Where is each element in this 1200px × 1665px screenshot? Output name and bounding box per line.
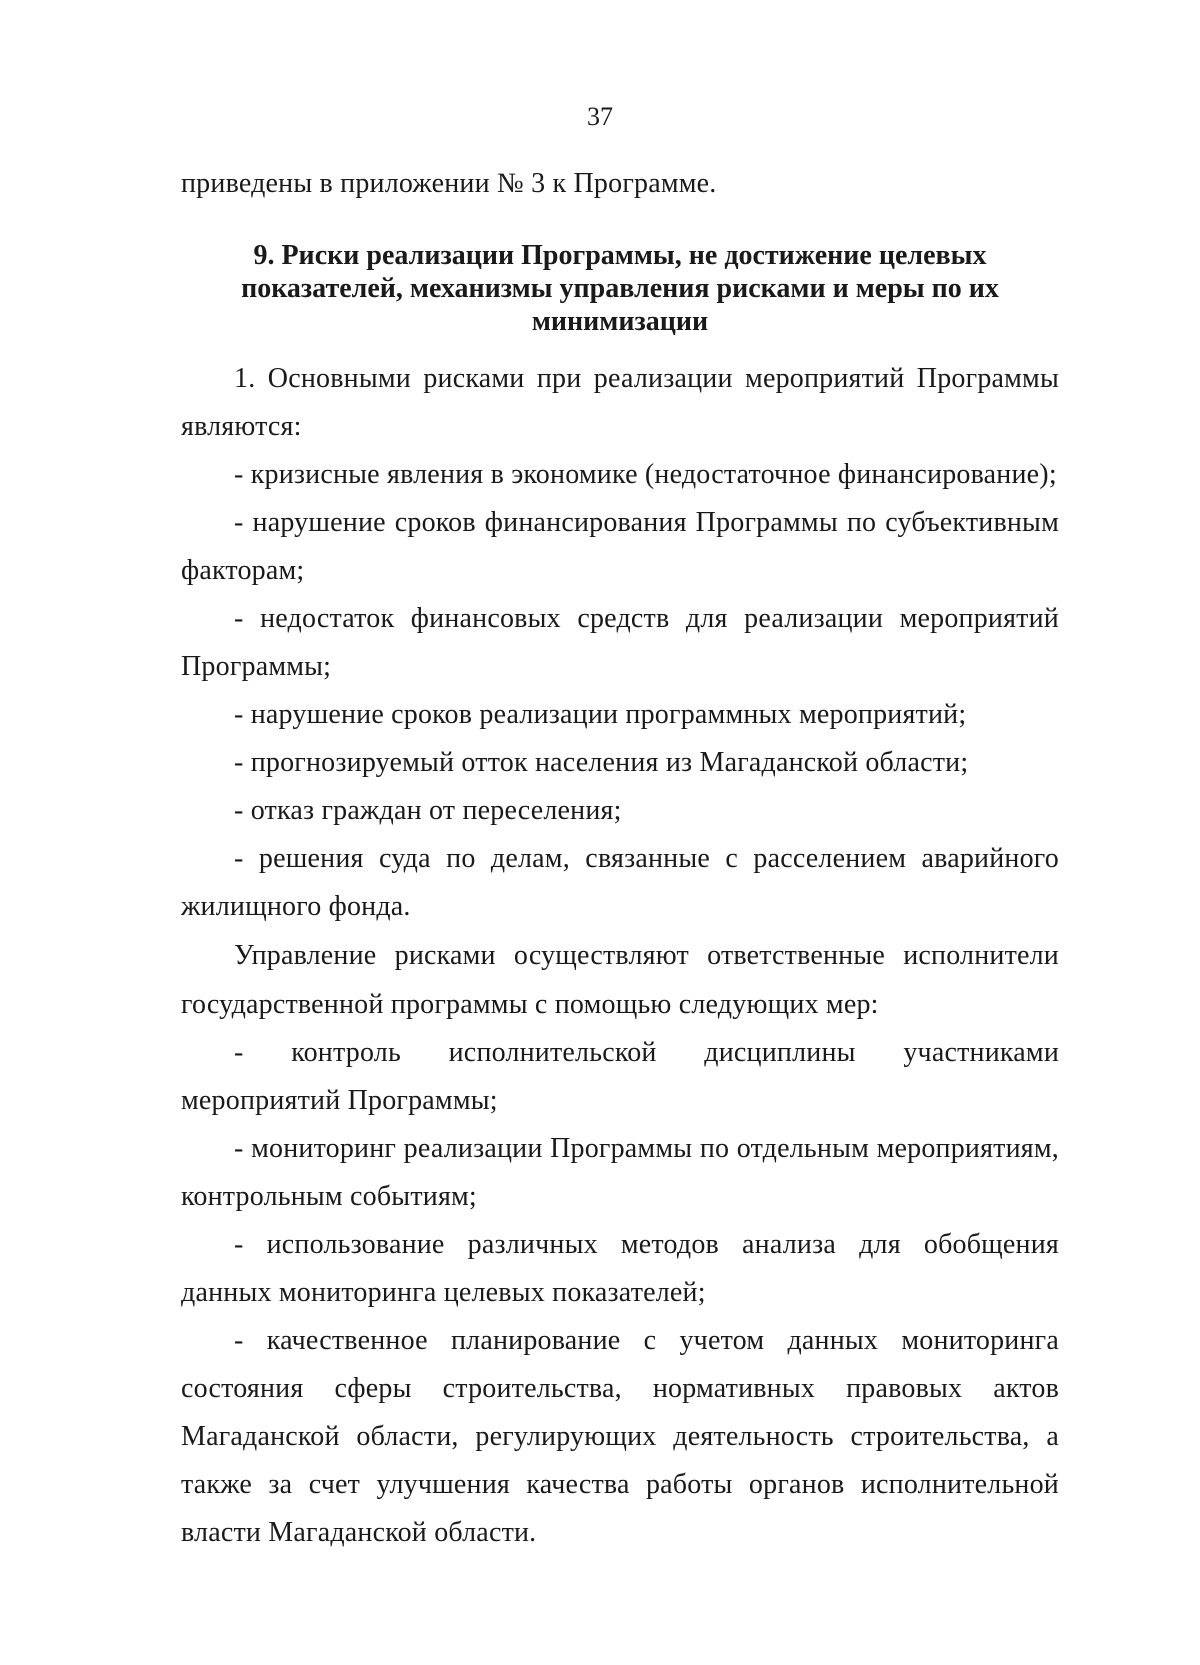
list-item-financing-delays: - нарушение сроков финансирования Программы по субъективным факторам; xyxy=(181,507,1059,586)
list-item-court-decisions: - решения суда по делам, связанные с расселением аварийного жилищного фонда. xyxy=(181,843,1059,922)
list-item-quality-planning: - качественное планирование с учетом данных мониторинга состояния сферы строительства, нормативных правовых актов Магаданской области, регулирующих деятельность строительства, а также за счет улучшения качества работы органов исполнительной власти Магаданской области. xyxy=(181,1325,1059,1548)
list-item-population-outflow: - прогнозируемый отток населения из Магаданской области; xyxy=(234,747,969,778)
body-text xyxy=(181,355,1059,1557)
paragraph-risk-management: Управление рисками осуществляют ответственные исполнители государственной программы с помощью следующих мер: xyxy=(181,940,1059,1020)
heading-line-2: показателей, механизмы управления рисками и меры по их xyxy=(241,273,999,304)
list-item-monitoring: - мониторинг реализации Программы по отдельным мероприятиям, контрольным событиям; xyxy=(181,1133,1059,1212)
list-item-resettlement-refusal: - отказ граждан от переселения; xyxy=(234,795,622,826)
heading-line-1: 9. Риски реализации Программы, не достижение целевых xyxy=(253,240,987,271)
section-heading xyxy=(181,239,1059,338)
lead-line: приведены в приложении № 3 к Программе. xyxy=(181,168,717,199)
list-item-implementation-delays: - нарушение сроков реализации программных мероприятий; xyxy=(234,699,967,730)
list-item-analysis-methods: - использование различных методов анализа для обобщения данных мониторинга целевых показателей; xyxy=(181,1229,1059,1308)
list-item-insufficient-funds: - недостаток финансовых средств для реализации мероприятий Программы; xyxy=(181,603,1059,682)
paragraph-main-risks: 1. Основными рисками при реализации мероприятий Программы являются: xyxy=(181,363,1059,442)
page-number: 37 xyxy=(587,102,613,131)
list-item-discipline-control: - контроль исполнительской дисциплины участниками мероприятий Программы; xyxy=(181,1037,1059,1116)
heading-line-3: минимизации xyxy=(531,306,709,337)
list-item-crisis: - кризисные явления в экономике (недостаточное финансирование); xyxy=(234,459,1057,490)
